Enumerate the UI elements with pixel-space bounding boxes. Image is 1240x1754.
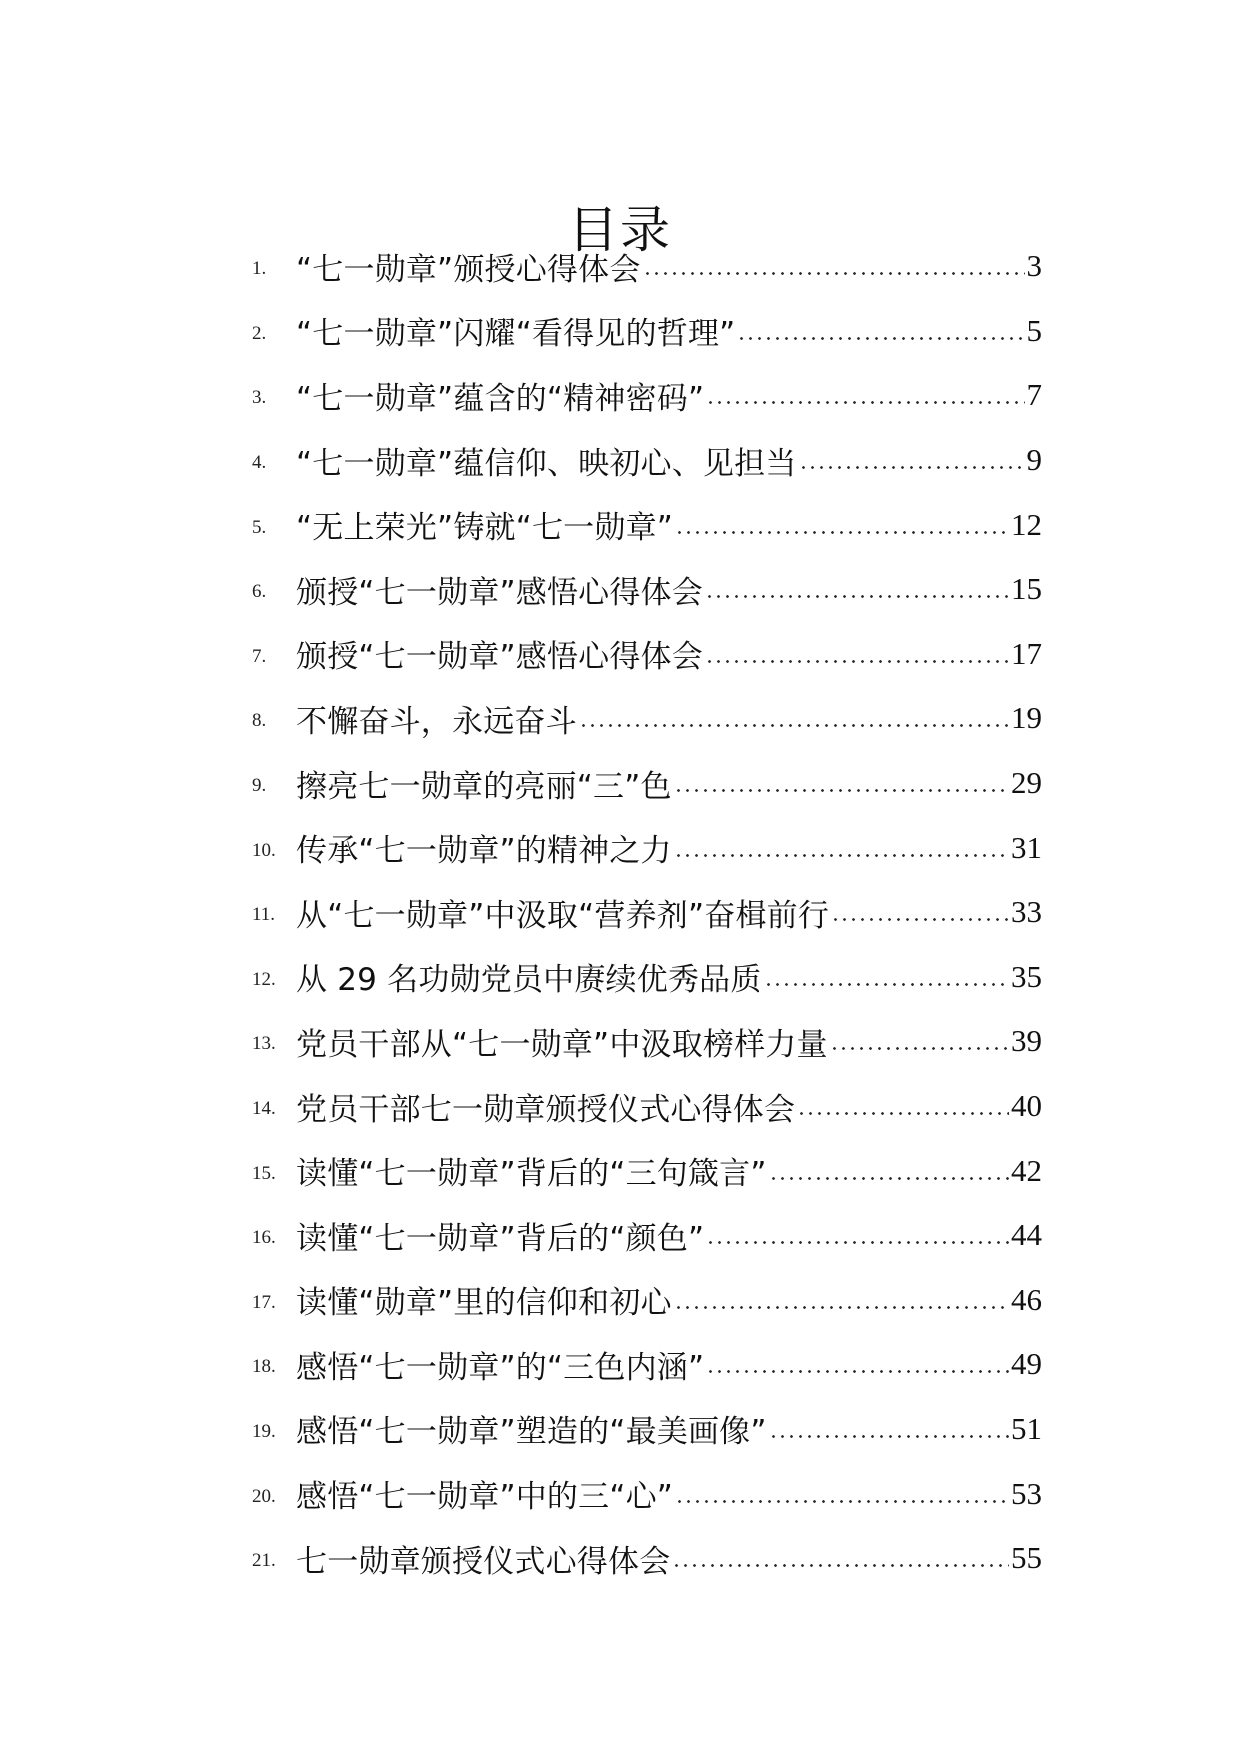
toc-entry-number: 8. bbox=[252, 710, 267, 732]
toc-entry-number: 10. bbox=[252, 839, 276, 861]
toc-entry-page: 40 bbox=[1011, 1088, 1042, 1124]
toc-entry-title: 传承“七一勋章”的精神之力 bbox=[296, 833, 672, 870]
toc-entry[interactable] bbox=[252, 363, 1042, 428]
toc-leader-dots bbox=[674, 1285, 1009, 1315]
page-title: 目录 bbox=[568, 200, 672, 259]
toc-entry-page: 33 bbox=[1011, 894, 1042, 930]
toc-leader-dots bbox=[675, 510, 1009, 540]
toc-entry-number: 19. bbox=[252, 1420, 276, 1442]
toc-leader-dots bbox=[674, 768, 1009, 798]
toc-leader-dots bbox=[706, 1349, 1009, 1379]
toc-entry-number: 4. bbox=[252, 452, 267, 474]
toc-leader-dots bbox=[674, 833, 1009, 863]
toc-entry-number: 17. bbox=[252, 1291, 276, 1313]
toc-entry-title: “七一勋章”蕴信仰、映初心、见担当 bbox=[296, 445, 797, 482]
toc-leader-dots bbox=[705, 639, 1009, 669]
toc-entry[interactable] bbox=[252, 880, 1042, 945]
toc-leader-dots bbox=[769, 1156, 1009, 1186]
toc-entry-title: 感悟“七一勋章”塑造的“最美画像” bbox=[296, 1414, 767, 1451]
toc-entry-page: 3 bbox=[1026, 248, 1042, 284]
toc-entry-title: 党员干部从“七一勋章”中汲取榜样力量 bbox=[296, 1026, 828, 1063]
toc-entry[interactable] bbox=[252, 1009, 1042, 1074]
toc-entry-title: “七一勋章”闪耀“看得见的哲理” bbox=[296, 316, 736, 353]
toc-entry[interactable] bbox=[252, 1203, 1042, 1268]
toc-entry-title: 感悟“七一勋章”中的三“心” bbox=[296, 1479, 674, 1516]
toc-entry[interactable] bbox=[252, 1332, 1042, 1397]
toc-entry[interactable] bbox=[252, 1526, 1042, 1591]
toc-entry-title: 读懂“勋章”里的信仰和初心 bbox=[296, 1285, 672, 1322]
toc-leader-dots bbox=[831, 897, 1009, 927]
toc-entry-title: 从“七一勋章”中汲取“营养剂”奋楫前行 bbox=[296, 897, 830, 934]
toc-leader-dots bbox=[769, 1414, 1009, 1444]
toc-entry-number: 5. bbox=[252, 516, 267, 538]
toc-entry[interactable] bbox=[252, 299, 1042, 364]
toc-entry-number: 14. bbox=[252, 1098, 276, 1120]
toc-entry-page: 49 bbox=[1011, 1346, 1042, 1382]
toc-entry[interactable] bbox=[252, 622, 1042, 687]
toc-leader-dots bbox=[706, 1220, 1009, 1250]
toc-entry-title: 从 29 名功勋党员中赓续优秀品质 bbox=[296, 962, 762, 999]
toc-entry-number: 20. bbox=[252, 1485, 276, 1507]
toc-leader-dots bbox=[675, 1479, 1009, 1509]
toc-leader-dots bbox=[799, 445, 1025, 475]
toc-entry-number: 1. bbox=[252, 258, 267, 280]
toc-entry-page: 46 bbox=[1011, 1281, 1042, 1317]
toc-entry-number: 13. bbox=[252, 1033, 276, 1055]
toc-entry-number: 7. bbox=[252, 645, 267, 667]
toc-entry-page: 39 bbox=[1011, 1023, 1042, 1059]
table-of-contents bbox=[252, 234, 1042, 1590]
toc-leader-dots bbox=[764, 962, 1009, 992]
toc-entry[interactable] bbox=[252, 1461, 1042, 1526]
toc-entry-page: 29 bbox=[1011, 765, 1042, 801]
toc-entry-number: 12. bbox=[252, 968, 276, 990]
toc-entry-page: 12 bbox=[1011, 506, 1042, 542]
toc-entry-number: 18. bbox=[252, 1356, 276, 1378]
toc-entry-page: 51 bbox=[1011, 1410, 1042, 1446]
toc-entry[interactable] bbox=[252, 428, 1042, 493]
toc-entry-title: “七一勋章”颁授心得体会 bbox=[296, 251, 641, 288]
toc-entry-number: 3. bbox=[252, 387, 267, 409]
toc-entry-title: 感悟“七一勋章”的“三色内涵” bbox=[296, 1349, 705, 1386]
toc-entry-number: 21. bbox=[252, 1550, 276, 1572]
toc-entry-page: 42 bbox=[1011, 1152, 1042, 1188]
toc-entry[interactable] bbox=[252, 557, 1042, 622]
toc-leader-dots bbox=[737, 316, 1024, 346]
toc-entry[interactable] bbox=[252, 751, 1042, 816]
toc-entry-title: 读懂“七一勋章”背后的“三句箴言” bbox=[296, 1156, 767, 1193]
toc-entry-number: 15. bbox=[252, 1162, 276, 1184]
toc-entry-page: 55 bbox=[1011, 1540, 1042, 1576]
toc-entry-title: “无上荣光”铸就“七一勋章” bbox=[296, 510, 674, 547]
toc-entry-title: 不懈奋斗，永远奋斗 bbox=[296, 703, 577, 740]
toc-entry-title: 颁授“七一勋章”感悟心得体会 bbox=[296, 639, 703, 676]
toc-entry-number: 16. bbox=[252, 1227, 276, 1249]
toc-entry[interactable] bbox=[252, 815, 1042, 880]
toc-entry-page: 19 bbox=[1011, 700, 1042, 736]
toc-entry-page: 35 bbox=[1011, 958, 1042, 994]
toc-entry[interactable] bbox=[252, 1397, 1042, 1462]
toc-entry[interactable] bbox=[252, 945, 1042, 1010]
toc-entry[interactable] bbox=[252, 1268, 1042, 1333]
toc-entry-title: 颁授“七一勋章”感悟心得体会 bbox=[296, 574, 703, 611]
toc-entry-number: 2. bbox=[252, 322, 267, 344]
toc-entry-page: 7 bbox=[1026, 377, 1042, 413]
toc-entry-title: “七一勋章”蕴含的“精神密码” bbox=[296, 380, 705, 417]
toc-entry-title: 党员干部七一勋章颁授仪式心得体会 bbox=[296, 1091, 796, 1128]
toc-entry[interactable] bbox=[252, 1074, 1042, 1139]
toc-entry-page: 17 bbox=[1011, 635, 1042, 671]
toc-leader-dots bbox=[579, 703, 1009, 733]
toc-leader-dots bbox=[797, 1091, 1009, 1121]
toc-entry-page: 53 bbox=[1011, 1475, 1042, 1511]
toc-entry-page: 31 bbox=[1011, 829, 1042, 865]
toc-entry-number: 9. bbox=[252, 775, 267, 797]
toc-entry[interactable] bbox=[252, 686, 1042, 751]
toc-entry-number: 11. bbox=[252, 904, 276, 926]
toc-entry-number: 6. bbox=[252, 581, 267, 603]
toc-leader-dots bbox=[705, 574, 1009, 604]
toc-entry-page: 15 bbox=[1011, 571, 1042, 607]
toc-entry-page: 9 bbox=[1026, 442, 1042, 478]
toc-entry-page: 44 bbox=[1011, 1217, 1042, 1253]
toc-entry[interactable] bbox=[252, 234, 1042, 299]
toc-leader-dots bbox=[706, 380, 1024, 410]
toc-entry-title: 擦亮七一勋章的亮丽“三”色 bbox=[296, 768, 672, 805]
toc-entry-page: 5 bbox=[1026, 312, 1042, 348]
toc-leader-dots bbox=[672, 1543, 1009, 1573]
toc-entry[interactable] bbox=[252, 492, 1042, 557]
toc-entry-title: 七一勋章颁授仪式心得体会 bbox=[296, 1543, 671, 1580]
toc-entry-title: 读懂“七一勋章”背后的“颜色” bbox=[296, 1220, 705, 1257]
toc-entry[interactable] bbox=[252, 1138, 1042, 1203]
toc-leader-dots bbox=[643, 251, 1025, 281]
toc-leader-dots bbox=[830, 1026, 1009, 1056]
